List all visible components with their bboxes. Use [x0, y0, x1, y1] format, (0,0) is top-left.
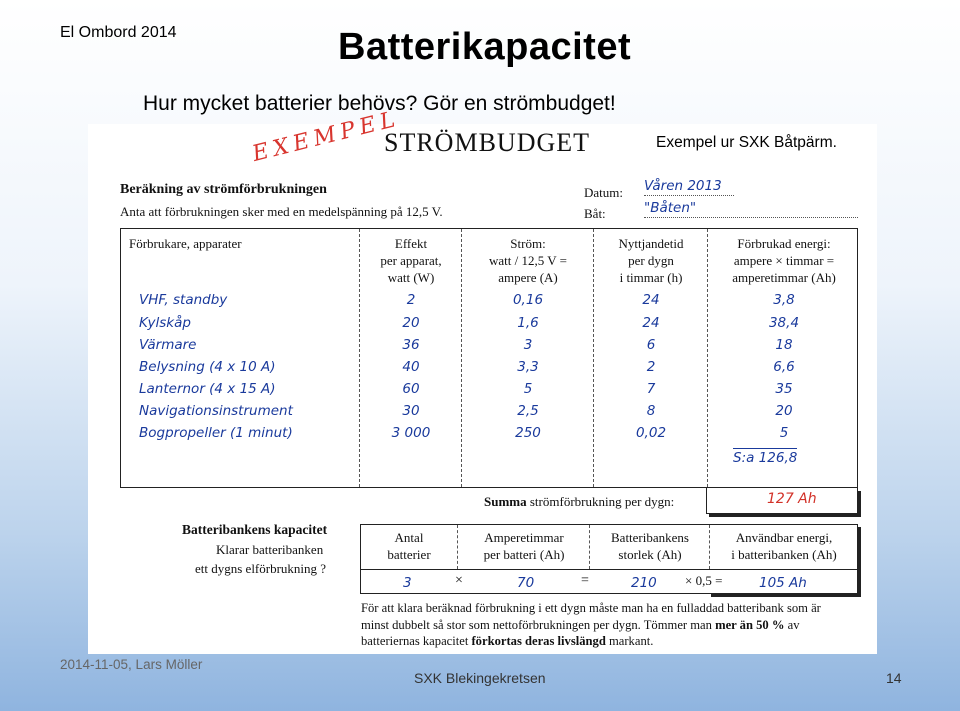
bat-label: Båt:	[584, 206, 606, 221]
battery-bank-question-2: ett dygns elförbrukning ?	[195, 561, 327, 576]
strombudget-figure	[88, 106, 877, 654]
battery-table	[360, 524, 858, 594]
bat-value: "Båten"	[644, 200, 858, 218]
subtotal: S:a 126,8	[733, 450, 798, 466]
multiply-sign: ×	[455, 573, 463, 588]
header-ah-per-battery: Amperetimmar per batteri (Ah)	[483, 530, 565, 562]
header-energy: Förbrukad energi: ampere × timmar = amperetimmar (Ah)	[732, 236, 836, 285]
row-ah: 5	[779, 425, 789, 441]
row-current: 5	[523, 381, 533, 397]
header-bank-size: Batteribankens storlek (Ah)	[611, 530, 689, 562]
ah-per-battery-value: 70	[517, 575, 535, 591]
row-hours: 7	[646, 381, 656, 397]
column-divider	[461, 229, 462, 487]
row-hours: 0,02	[635, 425, 667, 441]
row-consumer: Navigationsinstrument	[139, 403, 293, 419]
row-current: 0,16	[512, 292, 544, 308]
row-hours: 6	[646, 337, 656, 353]
header-label: El Ombord 2014	[60, 24, 177, 41]
row-power: 60	[402, 381, 420, 397]
column-divider	[359, 229, 360, 487]
row-ah: 18	[775, 337, 793, 353]
half-factor: × 0,5 =	[685, 573, 723, 588]
footer-date-author: 2014-11-05, Lars Möller	[60, 657, 203, 672]
column-divider	[709, 525, 710, 569]
row-ah: 20	[775, 403, 793, 419]
row-power: 3 000	[391, 425, 431, 441]
row-ah: 38,4	[768, 315, 800, 331]
row-divider	[361, 569, 857, 570]
row-power: 20	[402, 315, 420, 331]
column-divider	[589, 525, 590, 569]
column-divider	[457, 525, 458, 569]
slide-subtitle: Hur mycket batterier behövs? Gör en strömbudget!	[143, 92, 616, 115]
row-hours: 8	[646, 403, 656, 419]
row-power: 36	[402, 337, 420, 353]
battery-note: För att klara beräknad förbrukning i ett dygn måste man ha en fulladdad batteribank som är minst dubbelt så stor som nettoförbrukningen per dygn. Tömmer man mer än 50 % av batteriernas kapacitet förkortas deras livslängd markant.	[361, 601, 821, 648]
battery-bank-question-1: Klarar batteribanken	[216, 542, 324, 557]
figure-caption: Exempel ur SXK Båtpärm.	[656, 134, 837, 151]
row-ah: 35	[775, 381, 793, 397]
summary-label: Summa strömförbrukning per dygn:	[484, 494, 675, 509]
row-power: 40	[402, 359, 420, 375]
summary-box	[706, 488, 858, 514]
column-divider	[707, 229, 708, 487]
exempel-stamp: EXEMPEL	[249, 106, 403, 167]
page-number: 14	[886, 670, 902, 686]
row-current: 1,6	[517, 315, 539, 331]
header-usage: Nyttjandetid per dygn i timmar (h)	[618, 236, 684, 285]
row-hours: 24	[642, 292, 660, 308]
consumption-table	[120, 228, 858, 488]
bank-size-value: 210	[631, 575, 657, 591]
calc-heading: Beräkning av strömförbrukningen	[120, 182, 327, 197]
row-hours: 24	[642, 315, 660, 331]
row-hours: 2	[646, 359, 656, 375]
battery-bank-heading: Batteribankens kapacitet	[182, 522, 328, 537]
usable-energy-value: 105 Ah	[759, 575, 807, 591]
row-current: 3	[523, 337, 533, 353]
row-consumer: Lanternor (4 x 15 A)	[139, 381, 276, 397]
header-consumer: Förbrukare, apparater	[129, 236, 242, 251]
header-battery-count: Antal batterier	[387, 530, 431, 562]
datum-value: Våren 2013	[644, 178, 734, 196]
row-power: 30	[402, 403, 420, 419]
header-power: Effekt per apparat, watt (W)	[380, 236, 442, 285]
row-ah: 3,8	[773, 292, 795, 308]
row-consumer: Belysning (4 x 10 A)	[139, 359, 276, 375]
summary-value: 127 Ah	[767, 491, 817, 507]
slide-title: Batterikapacitet	[338, 26, 632, 68]
row-current: 2,5	[517, 403, 539, 419]
datum-label: Datum:	[584, 185, 623, 200]
row-consumer: VHF, standby	[139, 292, 228, 308]
row-power: 2	[406, 292, 416, 308]
row-consumer: Värmare	[139, 337, 197, 353]
row-current: 250	[515, 425, 541, 441]
column-divider	[593, 229, 594, 487]
row-consumer: Bogpropeller (1 minut)	[139, 425, 293, 441]
header-usable-energy: Användbar energi, i batteribanken (Ah)	[731, 530, 837, 562]
document-title: STRÖMBUDGET	[384, 128, 591, 157]
calc-note: Anta att förbrukningen sker med en medelspänning på 12,5 V.	[120, 204, 443, 219]
row-ah: 6,6	[773, 359, 795, 375]
header-current: Ström: watt / 12,5 V = ampere (A)	[489, 236, 567, 285]
equals-sign: =	[581, 573, 589, 588]
battery-count-value: 3	[403, 575, 412, 591]
row-consumer: Kylskåp	[139, 315, 191, 331]
row-current: 3,3	[517, 359, 539, 375]
footer-organization: SXK Blekingekretsen	[414, 670, 546, 686]
